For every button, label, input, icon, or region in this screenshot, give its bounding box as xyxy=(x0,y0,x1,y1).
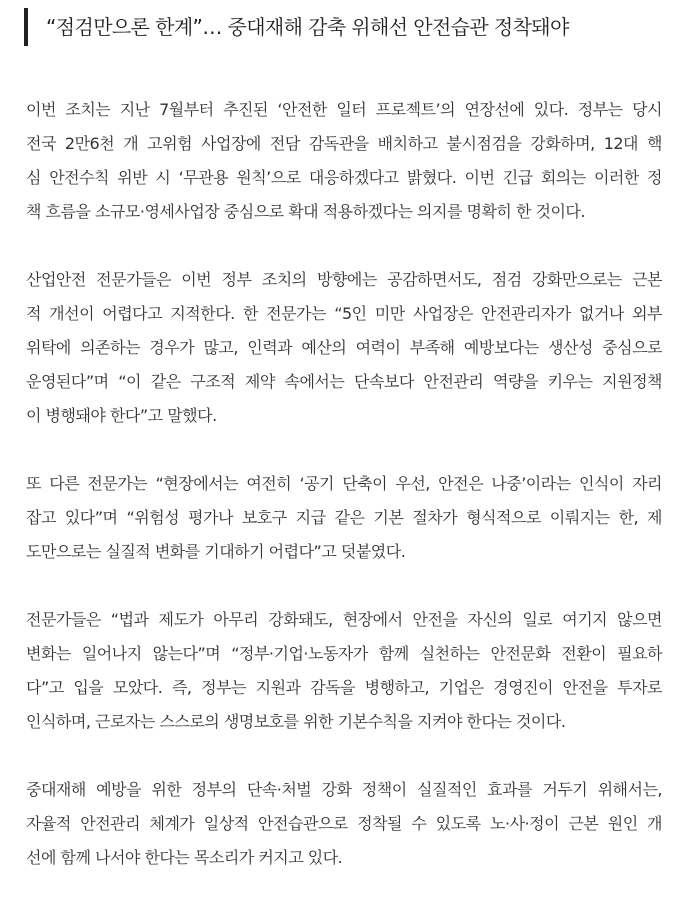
paragraph-line: 인식하며, 근로자는 스스로의 생명보호를 위한 기본수칙을 지켜야 한다는 것이다. xyxy=(26,712,566,731)
paragraph-line: 심 안전수칙 위반 시 ‘무관용 원칙’으로 대응하겠다고 밝혔다. 이번 긴급 회의는 이러한 정 xyxy=(26,168,662,187)
paragraph-3 xyxy=(26,467,662,569)
paragraph-line: 전국 2만6천 개 고위험 사업장에 전담 감독관을 배치하고 불시점검을 강화하며, 12대 핵 xyxy=(26,134,662,153)
paragraph-line: 위탁에 의존하는 경우가 많고, 인력과 예산의 여력이 부족해 예방보다는 생산성 중심으로 xyxy=(26,338,662,357)
paragraph-line: 선에 함께 나서야 한다는 목소리가 커지고 있다. xyxy=(26,848,343,867)
paragraph-4 xyxy=(26,603,662,739)
paragraph-line: 중대재해 예방을 위한 정부의 단속·처벌 강화 정책이 실질적인 효과를 거두기 위해서는, xyxy=(26,780,662,799)
paragraph-line: 자율적 안전관리 체계가 일상적 안전습관으로 정착될 수 있도록 노·사·정이 근본 원인 개 xyxy=(26,814,662,833)
paragraph-line: 운영된다”며 “이 같은 구조적 제약 속에서는 단속보다 안전관리 역량을 키우는 지원정책 xyxy=(26,372,662,391)
paragraph-line: 이 병행돼야 한다”고 말했다. xyxy=(26,406,217,425)
paragraph-1 xyxy=(26,93,662,229)
paragraph-line: 책 흐름을 소규모·영세사업장 중심으로 확대 적용하겠다는 의지를 명확히 한 것이다. xyxy=(26,202,585,221)
paragraph-line: 도만으로는 실질적 변화를 기대하기 어렵다”고 덧붙였다. xyxy=(26,542,406,561)
paragraph-5 xyxy=(26,773,662,875)
paragraph-line: 다”고 입을 모았다. 즉, 정부는 지원과 감독을 병행하고, 기업은 경영진이 안전을 투자로 xyxy=(26,678,662,697)
paragraph-line: 변화는 일어나지 않는다”며 “정부·기업·노동자가 함께 실천하는 안전문화 전환이 필요하 xyxy=(26,644,662,663)
article-subheading: “점검만으론 한계”… 중대재해 감축 위해선 안전습관 정착돼야 xyxy=(24,8,569,46)
paragraph-line: 산업안전 전문가들은 이번 정부 조치의 방향에는 공감하면서도, 점검 강화만으로는 근본 xyxy=(26,270,662,289)
paragraph-2 xyxy=(26,263,662,433)
paragraph-line: 또 다른 전문가는 “현장에서는 여전히 ‘공기 단축이 우선, 안전은 나중’이라는 인식이 자리 xyxy=(26,474,662,493)
paragraph-line: 전문가들은 “법과 제도가 아무리 강화돼도, 현장에서 안전을 자신의 일로 여기지 않으면 xyxy=(26,610,662,629)
paragraph-line: 이번 조치는 지난 7월부터 추진된 ‘안전한 일터 프로젝트’의 연장선에 있다. 정부는 당시 xyxy=(26,100,662,119)
paragraph-line: 잡고 있다”며 “위험성 평가나 보호구 지급 같은 기본 절차가 형식적으로 이뤄지는 한, 제 xyxy=(26,508,662,527)
article-body xyxy=(26,93,662,909)
paragraph-line: 적 개선이 어렵다고 지적한다. 한 전문가는 “5인 미만 사업장은 안전관리자가 없거나 외부 xyxy=(26,304,662,323)
